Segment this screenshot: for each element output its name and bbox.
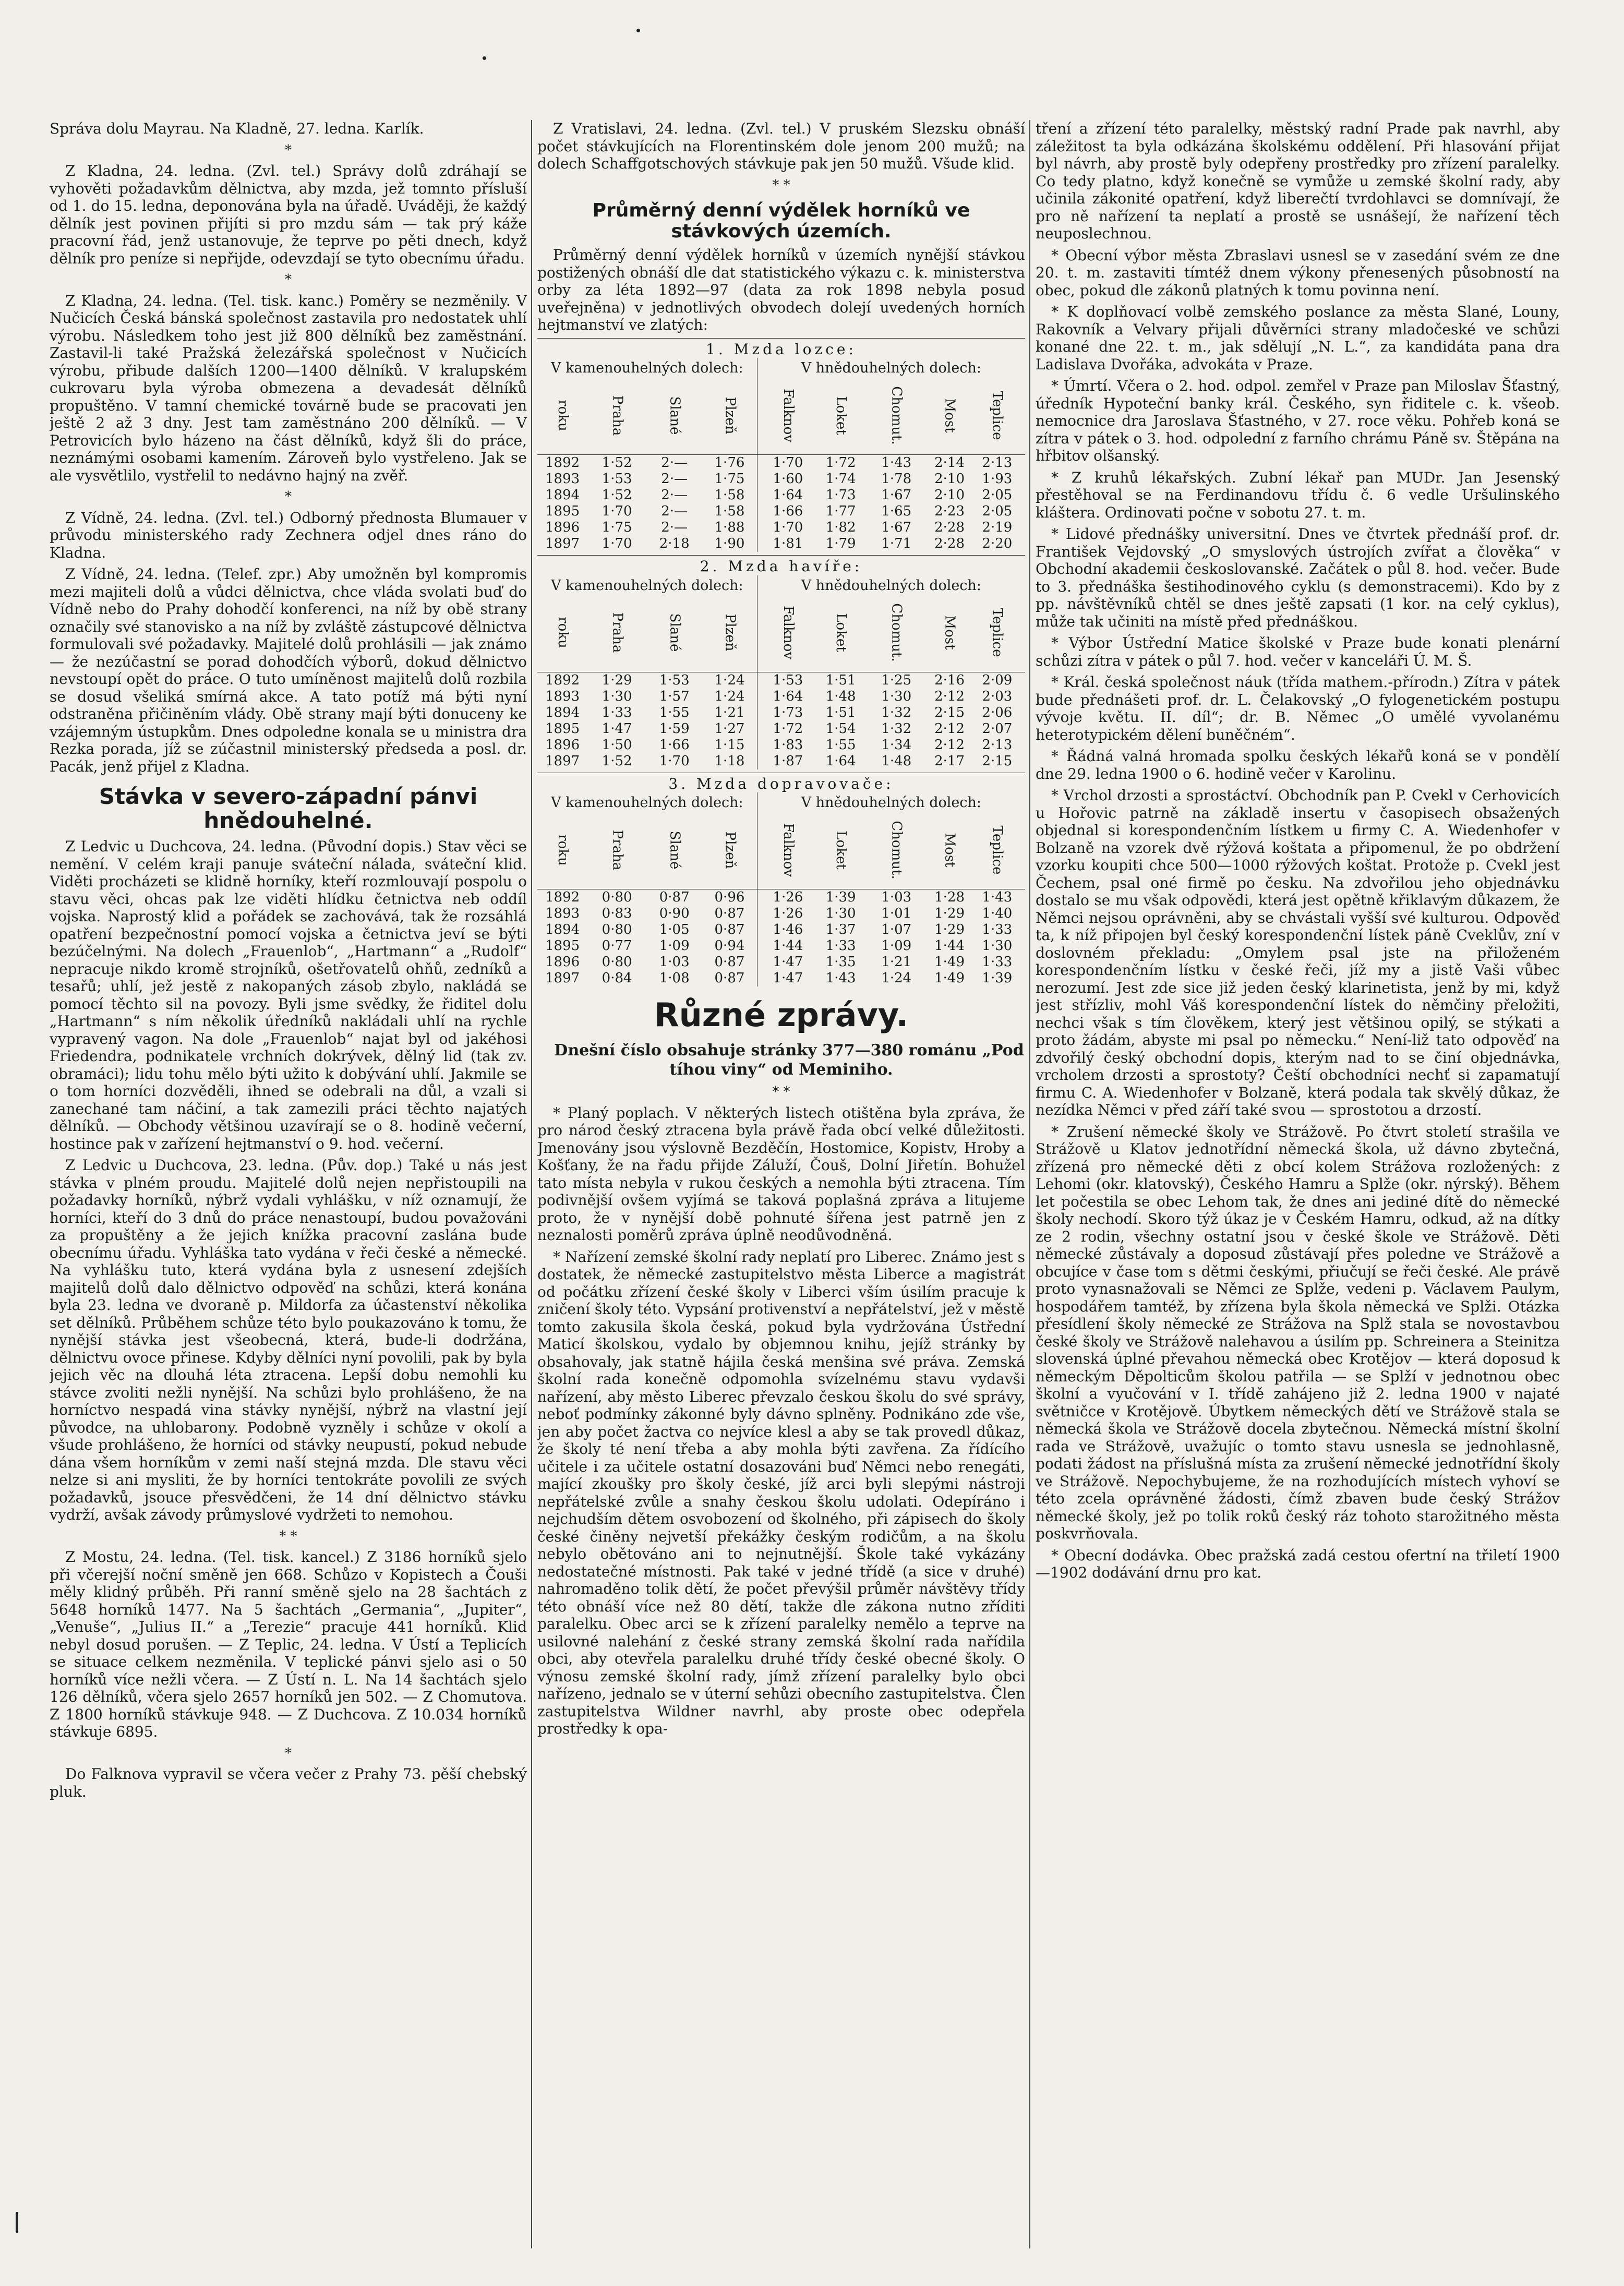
wage-cell: 1·53	[659, 672, 690, 688]
column-header-cell: Teplice	[969, 811, 1025, 889]
wage-cell: 1·52	[602, 753, 632, 769]
wage-cell: 1·47	[773, 970, 803, 986]
wage-cell: 1·78	[881, 471, 912, 487]
group-label-brown-coal: V hnědouhelných dolech:	[801, 577, 981, 594]
wage-cell: 1·32	[881, 720, 912, 737]
wage-cell: 1·93	[982, 471, 1013, 487]
wage-cell: 1·30	[825, 906, 856, 921]
wage-cell: 2·—	[661, 471, 688, 487]
column-header-cell: roku	[537, 811, 587, 889]
wage-cell: 1·53	[773, 672, 803, 688]
separator-star: * *	[772, 177, 790, 193]
column-header-cell: Slané	[646, 594, 702, 672]
year-cell: 1894	[545, 704, 580, 720]
wage-cell: 1·49	[934, 954, 965, 970]
column-header-cell: Teplice	[969, 594, 1025, 672]
wage-cell: 1·73	[825, 487, 856, 503]
group-label-hard-coal: V kamenouhelných dolech:	[537, 792, 757, 811]
column-header-cell: roku	[537, 594, 587, 672]
wage-cell: 0·87	[702, 922, 757, 938]
column-header-cell: Praha	[587, 594, 646, 672]
table-row	[537, 753, 1025, 769]
wage-cell: 0·96	[702, 889, 757, 906]
article-paragraph: * Z kruhů lékařských. Zubní lékař pan MUDr. Jan Jesenský přestěhoval se na Ferdinandovu třídu č. 6 vedle Uršulinského kláštera. Ordinovati počne v sobotu 27. t. m.	[1036, 468, 1560, 521]
wage-cell: 1·76	[702, 455, 757, 472]
separator-star: *	[285, 142, 292, 158]
separator-star: *	[285, 272, 292, 287]
wage-cell: 1·30	[602, 688, 632, 704]
year-cell: 1894	[545, 922, 580, 937]
article-paragraph: Z Vídně, 24. ledna. (Zvl. tel.) Odborný přednosta Blumauer v průvodu ministerského rady Zechnera odjel dnes ráno do Kladna.	[50, 509, 527, 561]
wage-cell: 1·49	[934, 970, 965, 986]
table-row	[537, 487, 1025, 503]
wage-cell: 1·47	[602, 720, 632, 737]
table-row	[537, 938, 1025, 954]
column-header-cell: Slané	[646, 811, 702, 889]
year-cell: 1896	[545, 954, 580, 970]
wage-cell: 1·43	[881, 455, 912, 471]
wage-cell: 1·34	[881, 737, 912, 753]
wage-cell: 1·57	[659, 688, 690, 704]
year-cell: 1895	[545, 720, 580, 737]
year-cell: 1895	[545, 938, 580, 954]
column-header-cell: Most	[930, 811, 969, 889]
table-section-title: 3. Mzda dopravovače:	[537, 773, 1025, 793]
table-section-title: 2. Mzda havíře:	[537, 555, 1025, 575]
column-header-cell: Plzeň	[702, 594, 757, 672]
wage-cell: 2·13	[982, 455, 1013, 471]
wage-cell: 0·80	[602, 922, 632, 937]
column-header-cell: Slané	[646, 376, 702, 455]
year-cell: 1897	[545, 970, 580, 986]
table-group-header	[537, 575, 1025, 594]
article-paragraph: Z Mostu, 24. ledna. (Tel. tisk. kancel.) Z 3186 horníků sjelo při včerejší noční směně jen 668. Schůzo v Kopistech a Čouši měly klidný průběh. Při ranní směně sjelo na 28 šachtách z 5648 horníků 1477. Na 5 šachtách „Germania“, „Jupiter“, „Venuše“, „Julius II.“ a „Terezie“ pracuje 441 horníků. Klid nebyl dosud porušen. — Z Teplic, 24. ledna. V Ústí a Teplicích se situace celkem nezměnila. V teplické pánvi sjelo asi o 50 horníků více nežli včera. — Z Ústí n. L. Na 14 šachtách sjelo 126 dělníků, včera sjelo 2657 horníků jen 502. — Z Chomutova. Z 1800 horníků stávkuje 948. — Z Duchcova. Z 10.034 horníků stávkuje 6895.	[50, 1548, 527, 1740]
wage-cell: 1·70	[602, 503, 632, 519]
column-header-cell: Loket	[819, 594, 863, 672]
table-row	[537, 922, 1025, 938]
column-right	[1036, 120, 1560, 2248]
wage-cell: 1·55	[659, 704, 690, 720]
wage-cell: 2·05	[982, 503, 1013, 519]
separator-star: * *	[772, 1084, 790, 1100]
wage-cell: 1·15	[702, 737, 757, 753]
wage-cell: 0·80	[602, 889, 632, 905]
wage-cell: 1·29	[934, 922, 965, 937]
wage-cell: 1·66	[773, 503, 803, 519]
table-row	[537, 455, 1025, 472]
column-header-cell: Praha	[587, 811, 646, 889]
column-header-cell: Loket	[819, 376, 863, 455]
wage-cell: 1·33	[982, 922, 1013, 937]
wage-cell: 1·64	[773, 688, 803, 704]
group-label-brown-coal: V hnědouhelných dolech:	[801, 795, 981, 811]
section-heading: Různé zprávy.	[654, 996, 909, 1034]
article-paragraph: * Obecní výbor města Zbraslavi usnesl se v zasedání svém ze dne 20. t. m. zastaviti tímtéž dnem výkony přenesených působností na obec, pokud dle zákonů platných k tomu povinna není.	[1036, 246, 1560, 299]
column-header-cell: Most	[930, 376, 969, 455]
table-row	[537, 672, 1025, 689]
column-header-cell: Chomut.	[863, 594, 930, 672]
article-paragraph: Do Falknova vypravil se včera večer z Prahy 73. pěší chebský pluk.	[50, 1765, 527, 1800]
wage-cell: 2·14	[934, 455, 965, 471]
wage-cell: 1·21	[881, 954, 912, 970]
wage-cell: 1·55	[825, 737, 856, 753]
year-cell: 1893	[545, 688, 580, 704]
wage-cell: 2·—	[661, 455, 688, 471]
speck	[483, 56, 486, 60]
wage-cell: 1·71	[881, 536, 912, 551]
column-header-cell: Plzeň	[702, 811, 757, 889]
wage-cell: 1·70	[773, 455, 803, 471]
wage-cell: 1·33	[602, 704, 632, 720]
wage-table	[537, 358, 1025, 552]
wage-cell: 1·67	[881, 487, 912, 503]
table-section-title: 1. Mzda lozce:	[537, 338, 1025, 358]
article-paragraph: * Král. česká společnost náuk (třída mathem.-přírodn.) Zítra v pátek bude přednášeti prof. dr. L. Čelakovský „O fylogenetickém postupu vývoje květu. II. díl“; dr. B. Němec „O umělé vyvolanému heterotypickém dělení buněčném“.	[1036, 673, 1560, 743]
wage-cell: 2·07	[982, 720, 1013, 737]
wage-cell: 1·77	[825, 503, 856, 519]
article-paragraph: * Úmrtí. Včera o 2. hod. odpol. zemřel v Praze pan Miloslav Šťastný, úředník Hypoteční banky král. Českého, syn řiditele c. k. všeob. nemocnice dra Jaroslava Šťastného, v 27. roce věku. Pohřeb koná se zítra v pátek o 3. hod. odpolední z farního chrámu Páně sv. Štěpána na hřbitov olšanský.	[1036, 377, 1560, 464]
article-paragraph: Z Vratislavi, 24. ledna. (Zvl. tel.) V pruském Slezsku obnáší počet stávkujících na Florentinském dole jenom 200 mužů; na dolech Schaffgotschových stávkuje pak jen 50 mužů. Všude klid.	[537, 120, 1025, 172]
wage-cell: 1·50	[602, 737, 632, 753]
article-paragraph: Z Ledvic u Duchcova, 24. ledna. (Původní dopis.) Stav věci se nemění. V celém kraji panuje sváteční nálada, sváteční klid. Viděti procházeti se klidně horníky, kteří rozmlouvají pospolu o stavu věci, ohcas pak lze viděti hlídku četnictva neb oddíl vojska. Naprostý klid a pořádek se zachovává, tak že rozsáhlá opatření bezpečnostní pomocí vojska a četnictva jeví se býti bezúčelnými. Na dolech „Frauenlob“, „Hartmann“ a „Rudolf“ nepracuje nikdo kromě strojníků, ošetřovatelů ohňů, zedníků a tesařů; uhlí, jež jestě z nakopaných zásob zbylo, nakládá se pomocí těchto sil na povozy. Byli jsme svědky, že řiditel dolu „Hartmann“ s ním několik úředníků nakládali uhlí na rychle vypravený vagon. Na dole „Frauenlob“ najat byl od jakéhosi Friedendra, podnikatele vrchních dokrývek, dělný lid (tak zv. obramáci); lidu tohu mělo býti užito k dobývání uhlí. Jakmile se o tom horníci dozvěděli, ihned se odebrali na důl, a vzali si zanechané tam náčiní, a tak zamezili práci těchto najatých dělníků. — Obchody většinou uzavírají se o 8. hodině večerní, hostince pak v zařízení hejtmanství o 9. hod. večerní.	[50, 838, 527, 1152]
wage-cell: 1·21	[702, 705, 757, 721]
column-header-cell: Teplice	[969, 376, 1025, 455]
wage-table	[537, 792, 1025, 986]
wage-cell: 1·64	[773, 487, 803, 503]
wage-cell: 1·32	[881, 704, 912, 720]
column-header-cell: Chomut.	[863, 811, 930, 889]
wage-cell: 1·43	[825, 970, 856, 986]
column-header-cell: Loket	[819, 811, 863, 889]
year-cell: 1896	[545, 520, 580, 535]
column-header-cell: roku	[537, 376, 587, 455]
column-header-cell: Chomut.	[863, 376, 930, 455]
wage-cell: 2·15	[982, 753, 1013, 769]
wage-cell: 1·54	[825, 720, 856, 737]
column-middle	[537, 120, 1025, 2248]
table-row	[537, 503, 1025, 520]
wage-cell: 0·87	[702, 954, 757, 970]
wage-cell: 1·64	[825, 753, 856, 769]
year-cell: 1897	[545, 536, 580, 551]
wage-cell: 2·28	[934, 520, 965, 535]
article-paragraph: * Planý poplach. V některých listech otištěna byla zpráva, že pro národ český ztracena byla právě řada obcí velké důležitosti. Jmenovány jsou výslovně Bezděčín, Hostomice, Kopistv, Hroby a Košťany, že na řadu přijde Záluží, Čouš, Dolní Jiřetín. Bohužel tato místa nebyla v rukou českých a nemohla býti ztracena. Tím podivnější ovšem vyjímá se taková poplašná zpráva a litujeme proto, že v nynější době pohnuté šířena jest patrně jen z neznalosti poměrů zpráva úplně neodůvodněná.	[537, 1104, 1025, 1244]
wage-cell: 1·72	[773, 720, 803, 737]
wage-cell: 1·03	[659, 954, 690, 970]
wage-cell: 1·52	[602, 455, 632, 471]
wage-cell: 0·80	[602, 954, 632, 970]
wage-cell: 2·20	[982, 536, 1013, 551]
year-cell: 1895	[545, 503, 580, 519]
table-column-header	[537, 376, 1025, 455]
column-header-cell: Falknov	[757, 594, 819, 672]
wage-cell: 1·24	[702, 672, 757, 689]
wage-cell: 1·07	[881, 922, 912, 937]
wage-cell: 1·70	[602, 536, 632, 551]
wage-cell: 0·87	[702, 906, 757, 922]
wage-cell: 1·08	[659, 970, 690, 986]
wage-cell: 1·09	[881, 938, 912, 954]
wage-cell: 1·83	[773, 737, 803, 753]
wage-cell: 1·27	[702, 721, 757, 737]
wage-cell: 1·05	[659, 922, 690, 937]
column-header-cell: Falknov	[757, 376, 819, 455]
speck	[16, 2212, 18, 2233]
wage-cell: 1·67	[881, 520, 912, 535]
year-cell: 1893	[545, 471, 580, 487]
group-label-hard-coal: V kamenouhelných dolech:	[537, 358, 757, 376]
wage-cell: 1·59	[659, 720, 690, 737]
section-heading: Průměrný denní výdělek horníků ve stávkových územích.	[592, 200, 970, 242]
wage-cell: 2·15	[934, 704, 965, 720]
wage-cell: 1·75	[602, 520, 632, 535]
wage-cell: 2·12	[934, 737, 965, 753]
table-row	[537, 705, 1025, 721]
table-row	[537, 471, 1025, 487]
wage-cell: 1·44	[773, 938, 803, 954]
article-paragraph: tření a zřízení této paralelky, městský radní Prade pak navrhl, aby záležitost ta byla odkázána školskému oddělení. Při hlasování přijat byl návrh, aby prostě byly odepřeny prostředky pro zřízení paralelky. Co tedy platno, když konečně se vymůže u zemské školní rady, aby učinila zákonité opatření, když liberečtí tvrdohlavci se domnívají, že pro ně nařízení ta neplatí a prostě se usnášejí, že nařízení těch neuposlechnou.	[1036, 120, 1560, 242]
wage-cell: 1·30	[982, 938, 1013, 954]
wage-cell: 1·70	[773, 520, 803, 535]
lead-note: Dnešní číslo obsahuje stránky 377—380 románu „Pod tíhou viny“ od Meminiho.	[554, 1041, 1024, 1079]
wage-cell: 2·16	[934, 672, 965, 688]
wage-cell: 1·25	[881, 672, 912, 688]
article-paragraph: * Výbor Ústřední Matice školské v Praze bude konati plenární schůzi zítra v pátek o půl 7. hod. večer v kanceláři Ú. M. Š.	[1036, 634, 1560, 669]
article-paragraph: * Nařízení zemské školní rady neplatí pro Liberec. Známo jest s dostatek, že německé zastupitelstvo města Liberce a magistrát od počátku zřízení české školy v Liberci vším úsilím pracuje k zničení školy této. Vypsání protivenství a nepřátelství, jež v městě tomto zakusila škola česká, pokud byla vydržována Ústřední Maticí školskou, vydalo by objemnou knihu, jejíž stránky by obsahovaly, jak statně hájila česká menšina své práva. Zemská školní rada konečně odpomohla svízelnému stavu vydavši nařízení, aby město Liberec převzalo českou školu do své správy, neboť podmínky zákonné byly dávno splněny. Podnikáno zde vše, jen aby počet žactva co nejvíce klesl a aby se tak provedl důkaz, že školy té není třeba a aby mohla býti zavřena. Za řídícího učitele i za učitele ostatní dosazováni buď Němci nebo renegáti, mající zkoušky pro školy české, jíž arci byli slepými nástroji nepřátelské zvůle a snahy českou školu udolati. Odepíráno i nejchudším dětem osvobození od školného, při zápisech do školy české činěny nejvetší překážky českým rodičům, a na školu nebylo obětováno ani to nejnutnější. Škole také vykázány nedostatečné místnosti. Pak také v jedné třídě (a sice v druhé) nahromaděno tolik dětí, že počet převýšil průměr návštěvy třídy této obnáší více než 80 dětí, takže dle zákona nutno zříditi paralelku. Obec arci se k zřízení paralelky nemělo a teprve na usilovné nalehání z české strany zemská školní rada nařídila obci, aby otevřela paralelku druhé třídy české obecné školy. O výnosu zemské školní rady, jímž zřízení paralelky bylo obci nařízeno, jednalo se v úterní sehůzi obecního zastupitelstva. Člen zastupitelstva Wildner navrhl, aby proste obec odepřela prostředky k opa-	[537, 1248, 1025, 1737]
wage-cell: 1·58	[702, 503, 757, 520]
wage-cell: 1·65	[881, 503, 912, 519]
wage-cell: 2·—	[661, 503, 688, 519]
wage-cell: 1·44	[934, 938, 965, 954]
wage-cell: 2·05	[982, 487, 1013, 503]
wage-cell: 1·72	[825, 455, 856, 471]
wage-cell: 1·48	[825, 688, 856, 704]
wage-cell: 1·51	[825, 704, 856, 720]
article-paragraph: * K doplňovací volbě zemského poslance za města Slané, Louny, Rakovník a Velvary přijali důvěrníci strany mladočeské ve schůzi konané dne 22. t. m., jak sdělují „N. L.“, za kandidáta pana dra Ladislava Dvořáka, advokáta v Praze.	[1036, 303, 1560, 373]
wage-cell: 1·30	[881, 688, 912, 704]
wage-cell: 1·58	[702, 487, 757, 503]
wage-cell: 2·12	[934, 720, 965, 737]
wage-cell: 1·48	[881, 753, 912, 769]
table-row	[537, 721, 1025, 737]
article-paragraph: * Lidové přednášky universitní. Dnes ve čtvrtek přednáší prof. dr. František Vejdovský „O smyslových ústrojích zvířat a člověka“ v Obchodní akademii českoslovanské. Začátek o půl 8. hod. večer. Bude to 3. přednáška šestihodinového cyklu (s demonstracemi). Kdo by z pp. návštěvníků chtěl se dnes ještě zapsati (1 kor. na celý cyklus), může tak učiniti na místě před přednáškou.	[1036, 525, 1560, 630]
wage-cell: 2·10	[934, 471, 965, 487]
wage-cell: 1·37	[825, 922, 856, 937]
wage-cell: 1·28	[934, 889, 965, 905]
wage-cell: 1·26	[773, 906, 803, 921]
wage-table	[537, 575, 1025, 769]
wage-cell: 0·87	[702, 970, 757, 986]
group-label-hard-coal: V kamenouhelných dolech:	[537, 575, 757, 594]
wage-cell: 2·13	[982, 737, 1013, 753]
year-cell: 1892	[545, 889, 580, 905]
wage-cell: 1·40	[982, 906, 1013, 921]
wage-cell: 1·87	[773, 753, 803, 769]
year-cell: 1897	[545, 753, 580, 769]
wage-cell: 0·83	[602, 906, 632, 921]
article-paragraph: Z Ledvic u Duchcova, 23. ledna. (Pův. dop.) Také u nás jest stávka v plném proudu. Majitelé dolů nejen nepřistoupili na požadavky horníků, nýbrž vydali vyhlášku, v níž oznamují, že horníci, kteří do 3 dnů do práce nenastoupí, budou považováni za propuštěny a že jejich knížka pracovní zaslána bude obecnímu úřadu. Vyhláška tato vydána v řeči české a německé. Na vyhlášku tuto, která vydána byla z usnesení zdejších majitelů dolů dalo dělnictvo odpověď na schůzi, která konána byla 23. ledna ve dvoraně p. Mildorfa za účastenství několika set dělníků. Průběhem schůze této bylo poukazováno k tomu, že nynější stávka jest všeobecná, která, bude-li dodržána, dělnictvu ovoce přinese. Kdyby dělníci nyní povolili, pak by byla jejich věc na dlouhá léta ztracena. Lepší dobu nemohli ku stávce zvoliti nežli nynější. Na schůzi bylo prohlášeno, že na horníctvo nespadá vina stávky nynější, nýbrž na vlastní její původce, na uhlobarony. Podobně vyzněly i schůze v okolí a všude prohlášeno, že horníci od stávky neupustí, pokud nebude dána všem horníkům v zemi naší stejná mzda. Dle stavu věci nelze si ani mysliti, že by horníci tentokráte povolili ze svých požadavků, jsouce přesvědčeni, že 14 dní dělnictvo stávku vydrží, avšak závody průmyslové vydržeti to nemohou.	[50, 1157, 527, 1523]
column-left	[50, 120, 527, 2248]
wage-cell: 1·29	[934, 906, 965, 921]
wage-cell: 1·33	[982, 954, 1013, 970]
wage-cell: 1·24	[881, 970, 912, 986]
wage-cell: 2·03	[982, 688, 1013, 704]
column-header-cell: Falknov	[757, 811, 819, 889]
wage-cell: 2·06	[982, 704, 1013, 720]
wage-cell: 2·09	[982, 672, 1013, 688]
wage-cell: 1·66	[659, 737, 690, 753]
article-paragraph: Z Kladna, 24. ledna. (Zvl. tel.) Správy dolů zdráhají se vyhověti požadavkům dělnictva, aby mzda, jež tomnto přísluší od 1. do 15. ledna, deponována byla na úřadě. Uváději, že každý dělník jest povinen přijíti si pro mzdu sám — tak prý káže pracovní řád, jenž ustanovuje, že teprve po pěti dnech, když dělník pro peníze si nepřijde, odevzdají se tyto obecnímu úřadu.	[50, 162, 527, 267]
article-paragraph: * Obecní dodávka. Obec pražská zadá cestou ofertní na třiletí 1900—1902 dodávání drnu pro kat.	[1036, 1546, 1560, 1581]
wage-cell: 2·10	[934, 487, 965, 503]
wage-cell: 1·35	[825, 954, 856, 970]
article-paragraph: Z Vídně, 24. ledna. (Telef. zpr.) Aby umožněn byl kompromis mezi majiteli dolů a vůdci dělnictva, chce vláda svolati buď do Vídně nebo do Prahy dohodčí konferenci, na níž by obě strany označily své stanovisko a na níž by zvláště zástupcové dělnictva formulovali své požadavky. Majitelé dolů prohlásili — jak známo — že nezúčastní se porad dohodčích výborů, dokud dělnictvo nevstoupí opět do práce. O tuto umíněnost majitelů dolů rozbila se dosud všeliká smírná akce. A tato potíž má býti nyní odstraněna přičiněním vlády. Obě strany mají býti donuceny ke vzájemným ústupkům. Dnes odpoledne konala se u ministra dra Rezka porada, jíž se zúčastnil ministerský předseda a posl. dr. Pacák, jenž přijel z Kladna.	[50, 566, 527, 775]
table-row	[537, 536, 1025, 552]
wage-cell: 2·19	[982, 520, 1013, 535]
wage-cell: 1·70	[659, 753, 690, 769]
column-rule	[531, 120, 532, 2248]
table-row	[537, 954, 1025, 970]
separator-star: *	[285, 1745, 292, 1761]
section-heading: Stávka v severo-západní pánvi hnědouhelné.	[99, 784, 478, 833]
wage-cell: 1·75	[702, 471, 757, 487]
table-row	[537, 906, 1025, 922]
article-paragraph: Z Kladna, 24. ledna. (Tel. tisk. kanc.) Poměry se nezměnily. V Nučicích Česká bánská společnost zastavila pro nedostatek uhlí výrobu. Následkem toho jest již 800 dělníků bez zaměstnání. Zastavil-li také Pražská železářská společnost v Nučicích výrobu, přibude dalších 1200—1400 dělníků. V kralupském cukrovaru byla výroba obmezena a devadesát dělníků propuštěno. V tamní chemické továrně bude se pracovati jen ještě 2 až 3 dny. Jest tam zaměstnáno 200 dělníků. — V Petrovicích bylo házeno na část dělníků, když šli do práce, neznámými osobami kamením. Zároveň bylo vystřeleno. Jak se ale vysvětlilo, vystřelil to nedávno hajný na zvěř.	[50, 292, 527, 484]
column-rule	[1029, 120, 1030, 2248]
wage-cell: 1·88	[702, 520, 757, 536]
table-row	[537, 520, 1025, 536]
wage-cell: 1·01	[881, 906, 912, 921]
wage-cell: 1·47	[773, 954, 803, 970]
article-paragraph: Správa dolu Mayrau. Na Kladně, 27. ledna. Karlík.	[50, 120, 424, 137]
wage-cell: 2·—	[661, 487, 688, 503]
wage-cell: 2·—	[661, 520, 688, 535]
group-label-brown-coal: V hnědouhelných dolech:	[801, 360, 981, 376]
wage-cell: 1·46	[773, 922, 803, 937]
wage-cell: 1·74	[825, 471, 856, 487]
year-cell: 1894	[545, 487, 580, 503]
article-paragraph: * Zrušení německé školy ve Strážově. Po čtvrt století strašila ve Strážově u Klatov jednotřídní německá škola, už dávno zbytečná, zřízená pro německé děti z obcí kolem Strážova rozložených: z Lehomi (okr. klatovský), Českého Hamru a Splže (okr. nýrský). Během let počestila se obec Lehom tak, že dnes ani jediné dítě do německé školy nechodí. Skoro týž úkaz je v Českém Hamru, odkud, až na dítky ze 2 rodin, všechny ostatní jsou v české škole ve Strážově. Děti německé zůstávaly a doposud zůstávají přes poledne ve Strážově a obcujíce v čase tom s dětmi českými, přiučují se řeči české. Ale právě proto vynasnažovali se Němci ze Splže, vedeni p. Václavem Paulym, hospodářem tamtéž, by zřízena byla škola německá ve Splži. Otázka přesídlení školy německé ze Strážova na Splž stala se novostavbou české školy ve Strážově nalehavou a úsilím pp. Schreinera a Steinitza slovenská úplné převahou německá obec Krotějov — která doposud k německým Děpolticům školou patřila — se Splží v jednotnou obec školní a vyučování v I. třídě zahájeno již 2. ledna 1900 v najaté světničce v Krotějově. Úbytkem německých dětí ve Strážově stala se německá škola ve Strážově docela zbytečnou. Německá místní školní rada ve Strážově, uvažujíc o tomto stavu usnesla se jednohlasně, podati žádost na příslušná místa za zrušení německé jednotřídní školy ve Strážově. Nepochybujeme, že na rozhodujících místech vyhoví se této zcela oprávněné žádosti, čímž zbaven bude český Strážov německé školy, jež po tolik roků český ráz tohoto starožitného města poskvrňovala.	[1036, 1123, 1560, 1542]
wage-cell: 0·87	[659, 889, 690, 905]
year-cell: 1893	[545, 906, 580, 921]
wage-cell: 1·60	[773, 471, 803, 487]
wage-cell: 1·52	[602, 487, 632, 503]
table-row	[537, 737, 1025, 753]
column-header-cell: Most	[930, 594, 969, 672]
wage-cell: 1·90	[702, 536, 757, 552]
table-group-header	[537, 358, 1025, 376]
wage-cell: 2·23	[934, 503, 965, 519]
wage-cell: 2·18	[659, 536, 690, 551]
wage-cell: 1·26	[773, 889, 803, 905]
wage-cell: 0·94	[702, 938, 757, 954]
speck	[636, 29, 640, 32]
table-column-header	[537, 594, 1025, 672]
wage-cell: 0·84	[602, 970, 632, 986]
wage-cell: 1·82	[825, 520, 856, 535]
wage-cell: 1·39	[982, 970, 1013, 986]
wage-cell: 2·28	[934, 536, 965, 551]
wage-cell: 0·90	[659, 906, 690, 921]
column-header-cell: Praha	[587, 376, 646, 455]
wage-cell: 1·18	[702, 753, 757, 769]
wage-cell: 2·12	[934, 688, 965, 704]
year-cell: 1896	[545, 737, 580, 753]
table-row	[537, 689, 1025, 705]
wage-cell: 1·43	[982, 889, 1013, 905]
wage-cell: 1·79	[825, 536, 856, 551]
wage-cell: 1·81	[773, 536, 803, 551]
wage-cell: 0·77	[602, 938, 632, 954]
year-cell: 1892	[545, 672, 580, 688]
wage-cell: 1·29	[602, 672, 632, 688]
separator-star: * *	[279, 1528, 297, 1544]
table-column-header	[537, 811, 1025, 889]
wage-cell: 1·39	[825, 889, 856, 905]
wage-cell: 1·53	[602, 471, 632, 487]
table-row	[537, 970, 1025, 986]
wage-cell: 2·17	[934, 753, 965, 769]
column-header-cell: Plzeň	[702, 376, 757, 455]
year-cell: 1892	[545, 455, 580, 471]
table-row	[537, 889, 1025, 906]
wage-cell: 1·03	[881, 889, 912, 905]
article-paragraph: Průměrný denní výdělek horníků v územích nynější stávkou postižených obnáší dle dat statistického výkazu c. k. ministerstva orby za léta 1892—97 (data za rok 1898 nebyla posud uveřejněna) v jednotlivých obvodech dolejí uvedených horních hejtmanství ve zlatých:	[537, 246, 1025, 333]
wage-cell: 1·73	[773, 704, 803, 720]
wage-cell: 1·33	[825, 938, 856, 954]
article-paragraph: * Vrchol drzosti a sprostáctví. Obchodník pan P. Cvekl v Cerhovicích u Hořovic patrně na základě insertu v časopisech obsažených objednal si korespondenčním lístkem u firmy C. A. Wiedenhofer v Bolzaně na vzorek dvě rýžová koštata a připomenul, že po obdržení vzorku koupiti chce 500—1000 rýžových koštat. Protože p. Cvekl jest Čechem, psal oné firmě po česku. Na zdvořilou jeho objednávku dostalo se mu však odpovědi, která jest opětně křiklavým důkazem, že Němci nejsou oprávněni, aby se chvástali vyšší své kulturou. Odpověď ta, k níž připojen byl český korespondenční lístek páně Cveklův, zní v doslovném překladu: „Omylem psal jste na přiloženém korespondenčním lístku v české řeči, jíž my a jistě Vaši vůbec nerozumí. Jest zde sice již jeden český klarinetista, jenž by mi, když jest střízliv, mohl Váš korespondenční lístek do němčiny přeložiti, nechci však s tím člověkem, který jest většinou opilý, se stýkati a proto žádám, abyste mi psal po německu.“ Není-liž tato odpověď na zdvořilý český obchodní dopis, kterým nad to se činí objednávka, vrcholem drzosti a sprostoty? Čeští obchodníci nechť si zapamatují firmu C. A. Wiedenhofer v Bolzaně, která podala tak skvělý důkaz, že nezídka Němci v před září také svou — sprostotou a drzostí.	[1036, 787, 1560, 1118]
article-paragraph: * Řádná valná hromada spolku českých lékařů koná se v pondělí dne 29. ledna 1900 o 6. hodině večer v Karolinu.	[1036, 748, 1560, 783]
table-group-header	[537, 792, 1025, 811]
wage-cell: 1·09	[659, 938, 690, 954]
wage-cell: 1·51	[825, 672, 856, 688]
wage-cell: 1·24	[702, 689, 757, 705]
separator-star: *	[285, 489, 292, 504]
